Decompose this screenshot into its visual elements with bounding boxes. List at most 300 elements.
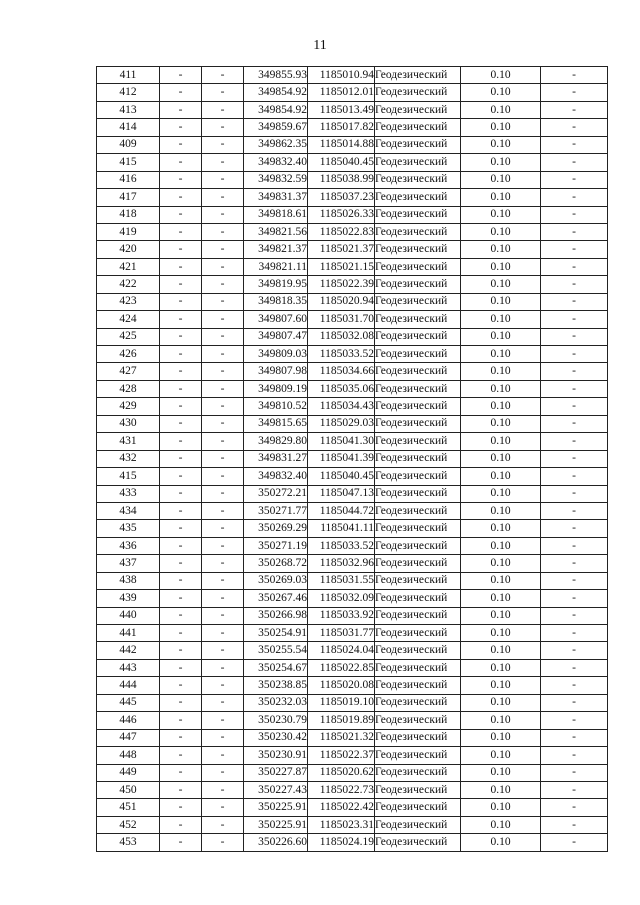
- x-coordinate-cell: 349807.60: [244, 311, 308, 328]
- empty-cell: -: [202, 223, 244, 240]
- empty-cell: -: [202, 67, 244, 84]
- method-cell: Геодезический: [375, 747, 461, 764]
- empty-cell: -: [202, 241, 244, 258]
- note-cell: -: [541, 694, 608, 711]
- table-row: [97, 293, 608, 310]
- accuracy-cell: 0.10: [461, 398, 541, 415]
- method-cell: Геодезический: [375, 485, 461, 502]
- table-row: [97, 380, 608, 397]
- note-cell: -: [541, 816, 608, 833]
- accuracy-cell: 0.10: [461, 154, 541, 171]
- y-coordinate-cell: 1185035.06: [308, 380, 375, 397]
- empty-cell: -: [202, 607, 244, 624]
- empty-cell: -: [160, 311, 202, 328]
- note-cell: -: [541, 450, 608, 467]
- empty-cell: -: [160, 258, 202, 275]
- empty-cell: -: [160, 363, 202, 380]
- point-number-cell: 419: [97, 223, 160, 240]
- method-cell: Геодезический: [375, 607, 461, 624]
- y-coordinate-cell: 1185033.92: [308, 607, 375, 624]
- empty-cell: -: [160, 590, 202, 607]
- empty-cell: -: [202, 363, 244, 380]
- method-cell: Геодезический: [375, 729, 461, 746]
- point-number-cell: 439: [97, 590, 160, 607]
- table-row: [97, 816, 608, 833]
- point-number-cell: 435: [97, 520, 160, 537]
- point-number-cell: 434: [97, 502, 160, 519]
- method-cell: Геодезический: [375, 572, 461, 589]
- note-cell: -: [541, 415, 608, 432]
- method-cell: Геодезический: [375, 694, 461, 711]
- page-number: 11: [313, 38, 327, 53]
- y-coordinate-cell: 1185037.23: [308, 189, 375, 206]
- method-cell: Геодезический: [375, 781, 461, 798]
- point-number-cell: 415: [97, 154, 160, 171]
- y-coordinate-cell: 1185020.08: [308, 677, 375, 694]
- table-row: [97, 241, 608, 258]
- method-cell: Геодезический: [375, 328, 461, 345]
- note-cell: -: [541, 781, 608, 798]
- empty-cell: -: [160, 84, 202, 101]
- empty-cell: -: [202, 293, 244, 310]
- note-cell: -: [541, 625, 608, 642]
- point-number-cell: 414: [97, 119, 160, 136]
- table-row: [97, 572, 608, 589]
- method-cell: Геодезический: [375, 346, 461, 363]
- table-row: [97, 398, 608, 415]
- x-coordinate-cell: 349818.61: [244, 206, 308, 223]
- empty-cell: -: [202, 450, 244, 467]
- y-coordinate-cell: 1185041.30: [308, 433, 375, 450]
- method-cell: Геодезический: [375, 171, 461, 188]
- table-row: [97, 764, 608, 781]
- x-coordinate-cell: 350238.85: [244, 677, 308, 694]
- note-cell: -: [541, 258, 608, 275]
- table-row: [97, 537, 608, 554]
- empty-cell: -: [202, 694, 244, 711]
- y-coordinate-cell: 1185022.83: [308, 223, 375, 240]
- x-coordinate-cell: 350230.79: [244, 712, 308, 729]
- method-cell: Геодезический: [375, 398, 461, 415]
- empty-cell: -: [160, 816, 202, 833]
- empty-cell: -: [202, 590, 244, 607]
- x-coordinate-cell: 349862.35: [244, 136, 308, 153]
- empty-cell: -: [202, 555, 244, 572]
- accuracy-cell: 0.10: [461, 67, 541, 84]
- point-number-cell: 447: [97, 729, 160, 746]
- point-number-cell: 425: [97, 328, 160, 345]
- point-number-cell: 416: [97, 171, 160, 188]
- note-cell: -: [541, 171, 608, 188]
- table-row: [97, 712, 608, 729]
- point-number-cell: 413: [97, 101, 160, 118]
- table-row: [97, 206, 608, 223]
- empty-cell: -: [202, 311, 244, 328]
- x-coordinate-cell: 349831.37: [244, 189, 308, 206]
- note-cell: -: [541, 712, 608, 729]
- empty-cell: -: [160, 677, 202, 694]
- x-coordinate-cell: 349821.37: [244, 241, 308, 258]
- note-cell: -: [541, 433, 608, 450]
- method-cell: Геодезический: [375, 764, 461, 781]
- note-cell: -: [541, 468, 608, 485]
- x-coordinate-cell: 350266.98: [244, 607, 308, 624]
- table-row: [97, 625, 608, 642]
- empty-cell: -: [202, 764, 244, 781]
- note-cell: -: [541, 747, 608, 764]
- point-number-cell: 443: [97, 659, 160, 676]
- empty-cell: -: [202, 520, 244, 537]
- table-row: [97, 642, 608, 659]
- x-coordinate-cell: 349832.59: [244, 171, 308, 188]
- point-number-cell: 415: [97, 468, 160, 485]
- x-coordinate-cell: 349829.80: [244, 433, 308, 450]
- empty-cell: -: [202, 537, 244, 554]
- x-coordinate-cell: 350267.46: [244, 590, 308, 607]
- method-cell: Геодезический: [375, 433, 461, 450]
- y-coordinate-cell: 1185021.15: [308, 258, 375, 275]
- note-cell: -: [541, 223, 608, 240]
- y-coordinate-cell: 1185040.45: [308, 154, 375, 171]
- method-cell: Геодезический: [375, 241, 461, 258]
- y-coordinate-cell: 1185031.70: [308, 311, 375, 328]
- y-coordinate-cell: 1185031.55: [308, 572, 375, 589]
- point-number-cell: 437: [97, 555, 160, 572]
- y-coordinate-cell: 1185014.88: [308, 136, 375, 153]
- y-coordinate-cell: 1185012.01: [308, 84, 375, 101]
- point-number-cell: 445: [97, 694, 160, 711]
- note-cell: -: [541, 555, 608, 572]
- x-coordinate-cell: 350268.72: [244, 555, 308, 572]
- accuracy-cell: 0.10: [461, 729, 541, 746]
- x-coordinate-cell: 349807.47: [244, 328, 308, 345]
- note-cell: -: [541, 311, 608, 328]
- point-number-cell: 441: [97, 625, 160, 642]
- y-coordinate-cell: 1185031.77: [308, 625, 375, 642]
- table-row: [97, 136, 608, 153]
- x-coordinate-cell: 349854.92: [244, 84, 308, 101]
- x-coordinate-cell: 349810.52: [244, 398, 308, 415]
- x-coordinate-cell: 350254.67: [244, 659, 308, 676]
- x-coordinate-cell: 349832.40: [244, 468, 308, 485]
- y-coordinate-cell: 1185020.94: [308, 293, 375, 310]
- note-cell: -: [541, 328, 608, 345]
- y-coordinate-cell: 1185033.52: [308, 346, 375, 363]
- y-coordinate-cell: 1185029.03: [308, 415, 375, 432]
- point-number-cell: 433: [97, 485, 160, 502]
- accuracy-cell: 0.10: [461, 276, 541, 293]
- x-coordinate-cell: 349859.67: [244, 119, 308, 136]
- x-coordinate-cell: 349809.19: [244, 380, 308, 397]
- x-coordinate-cell: 349818.35: [244, 293, 308, 310]
- note-cell: -: [541, 485, 608, 502]
- note-cell: -: [541, 380, 608, 397]
- point-number-cell: 436: [97, 537, 160, 554]
- empty-cell: -: [202, 346, 244, 363]
- method-cell: Геодезический: [375, 223, 461, 240]
- y-coordinate-cell: 1185022.42: [308, 799, 375, 816]
- empty-cell: -: [202, 799, 244, 816]
- method-cell: Геодезический: [375, 206, 461, 223]
- point-number-cell: 446: [97, 712, 160, 729]
- empty-cell: -: [160, 747, 202, 764]
- empty-cell: -: [160, 450, 202, 467]
- method-cell: Геодезический: [375, 799, 461, 816]
- empty-cell: -: [202, 328, 244, 345]
- accuracy-cell: 0.10: [461, 206, 541, 223]
- x-coordinate-cell: 350230.42: [244, 729, 308, 746]
- table-row: [97, 694, 608, 711]
- note-cell: -: [541, 276, 608, 293]
- method-cell: Геодезический: [375, 468, 461, 485]
- point-number-cell: 432: [97, 450, 160, 467]
- accuracy-cell: 0.10: [461, 642, 541, 659]
- table-row: [97, 555, 608, 572]
- empty-cell: -: [160, 433, 202, 450]
- table-row: [97, 223, 608, 240]
- x-coordinate-cell: 350271.19: [244, 537, 308, 554]
- method-cell: Геодезический: [375, 189, 461, 206]
- point-number-cell: 431: [97, 433, 160, 450]
- empty-cell: -: [202, 119, 244, 136]
- table-row: [97, 450, 608, 467]
- table-row: [97, 485, 608, 502]
- point-number-cell: 442: [97, 642, 160, 659]
- accuracy-cell: 0.10: [461, 223, 541, 240]
- table-row: [97, 520, 608, 537]
- x-coordinate-cell: 350232.03: [244, 694, 308, 711]
- empty-cell: -: [202, 659, 244, 676]
- point-number-cell: 422: [97, 276, 160, 293]
- method-cell: Геодезический: [375, 67, 461, 84]
- accuracy-cell: 0.10: [461, 572, 541, 589]
- note-cell: -: [541, 607, 608, 624]
- empty-cell: -: [160, 607, 202, 624]
- table-row: [97, 311, 608, 328]
- table-row: [97, 659, 608, 676]
- y-coordinate-cell: 1185032.08: [308, 328, 375, 345]
- note-cell: -: [541, 677, 608, 694]
- accuracy-cell: 0.10: [461, 136, 541, 153]
- method-cell: Геодезический: [375, 712, 461, 729]
- empty-cell: -: [202, 834, 244, 851]
- point-number-cell: 438: [97, 572, 160, 589]
- coordinates-table-body: [97, 67, 608, 852]
- accuracy-cell: 0.10: [461, 468, 541, 485]
- accuracy-cell: 0.10: [461, 380, 541, 397]
- point-number-cell: 449: [97, 764, 160, 781]
- point-number-cell: 411: [97, 67, 160, 84]
- empty-cell: -: [202, 816, 244, 833]
- x-coordinate-cell: 349807.98: [244, 363, 308, 380]
- table-row: [97, 747, 608, 764]
- empty-cell: -: [160, 485, 202, 502]
- empty-cell: -: [202, 189, 244, 206]
- table-row: [97, 799, 608, 816]
- table-row: [97, 415, 608, 432]
- accuracy-cell: 0.10: [461, 485, 541, 502]
- accuracy-cell: 0.10: [461, 694, 541, 711]
- coordinates-table: [96, 66, 608, 852]
- y-coordinate-cell: 1185024.04: [308, 642, 375, 659]
- y-coordinate-cell: 1185024.19: [308, 834, 375, 851]
- x-coordinate-cell: 349815.65: [244, 415, 308, 432]
- empty-cell: -: [202, 276, 244, 293]
- point-number-cell: 409: [97, 136, 160, 153]
- method-cell: Геодезический: [375, 363, 461, 380]
- empty-cell: -: [202, 398, 244, 415]
- note-cell: -: [541, 659, 608, 676]
- accuracy-cell: 0.10: [461, 433, 541, 450]
- method-cell: Геодезический: [375, 834, 461, 851]
- empty-cell: -: [160, 834, 202, 851]
- x-coordinate-cell: 350227.43: [244, 781, 308, 798]
- accuracy-cell: 0.10: [461, 799, 541, 816]
- x-coordinate-cell: 350226.60: [244, 834, 308, 851]
- x-coordinate-cell: 350225.91: [244, 799, 308, 816]
- empty-cell: -: [160, 119, 202, 136]
- accuracy-cell: 0.10: [461, 293, 541, 310]
- empty-cell: -: [160, 101, 202, 118]
- table-row: [97, 590, 608, 607]
- table-row: [97, 468, 608, 485]
- empty-cell: -: [160, 537, 202, 554]
- empty-cell: -: [202, 712, 244, 729]
- accuracy-cell: 0.10: [461, 590, 541, 607]
- empty-cell: -: [160, 572, 202, 589]
- method-cell: Геодезический: [375, 136, 461, 153]
- accuracy-cell: 0.10: [461, 764, 541, 781]
- table-row: [97, 67, 608, 84]
- y-coordinate-cell: 1185019.10: [308, 694, 375, 711]
- y-coordinate-cell: 1185013.49: [308, 101, 375, 118]
- note-cell: -: [541, 101, 608, 118]
- accuracy-cell: 0.10: [461, 625, 541, 642]
- empty-cell: -: [202, 136, 244, 153]
- empty-cell: -: [202, 154, 244, 171]
- x-coordinate-cell: 350269.29: [244, 520, 308, 537]
- empty-cell: -: [202, 380, 244, 397]
- empty-cell: -: [160, 206, 202, 223]
- empty-cell: -: [202, 747, 244, 764]
- empty-cell: -: [202, 572, 244, 589]
- empty-cell: -: [160, 694, 202, 711]
- y-coordinate-cell: 1185022.37: [308, 747, 375, 764]
- method-cell: Геодезический: [375, 311, 461, 328]
- y-coordinate-cell: 1185034.43: [308, 398, 375, 415]
- table-row: [97, 189, 608, 206]
- table-row: [97, 119, 608, 136]
- empty-cell: -: [202, 171, 244, 188]
- point-number-cell: 448: [97, 747, 160, 764]
- empty-cell: -: [160, 223, 202, 240]
- empty-cell: -: [202, 485, 244, 502]
- y-coordinate-cell: 1185038.99: [308, 171, 375, 188]
- empty-cell: -: [160, 625, 202, 642]
- empty-cell: -: [160, 415, 202, 432]
- accuracy-cell: 0.10: [461, 363, 541, 380]
- method-cell: Геодезический: [375, 380, 461, 397]
- y-coordinate-cell: 1185023.31: [308, 816, 375, 833]
- note-cell: -: [541, 206, 608, 223]
- x-coordinate-cell: 349809.03: [244, 346, 308, 363]
- empty-cell: -: [160, 154, 202, 171]
- y-coordinate-cell: 1185020.62: [308, 764, 375, 781]
- x-coordinate-cell: 350271.77: [244, 502, 308, 519]
- empty-cell: -: [202, 433, 244, 450]
- accuracy-cell: 0.10: [461, 747, 541, 764]
- method-cell: Геодезический: [375, 816, 461, 833]
- empty-cell: -: [160, 276, 202, 293]
- empty-cell: -: [202, 415, 244, 432]
- note-cell: -: [541, 119, 608, 136]
- point-number-cell: 428: [97, 380, 160, 397]
- empty-cell: -: [160, 799, 202, 816]
- empty-cell: -: [160, 171, 202, 188]
- method-cell: Геодезический: [375, 154, 461, 171]
- note-cell: -: [541, 346, 608, 363]
- accuracy-cell: 0.10: [461, 189, 541, 206]
- empty-cell: -: [202, 642, 244, 659]
- x-coordinate-cell: 350227.87: [244, 764, 308, 781]
- point-number-cell: 420: [97, 241, 160, 258]
- accuracy-cell: 0.10: [461, 607, 541, 624]
- x-coordinate-cell: 350272.21: [244, 485, 308, 502]
- y-coordinate-cell: 1185017.82: [308, 119, 375, 136]
- note-cell: -: [541, 293, 608, 310]
- note-cell: -: [541, 189, 608, 206]
- y-coordinate-cell: 1185022.85: [308, 659, 375, 676]
- empty-cell: -: [160, 189, 202, 206]
- empty-cell: -: [160, 764, 202, 781]
- y-coordinate-cell: 1185041.39: [308, 450, 375, 467]
- accuracy-cell: 0.10: [461, 241, 541, 258]
- method-cell: Геодезический: [375, 415, 461, 432]
- y-coordinate-cell: 1185047.13: [308, 485, 375, 502]
- table-row: [97, 729, 608, 746]
- empty-cell: -: [202, 729, 244, 746]
- y-coordinate-cell: 1185041.11: [308, 520, 375, 537]
- table-row: [97, 258, 608, 275]
- method-cell: Геодезический: [375, 677, 461, 694]
- empty-cell: -: [202, 101, 244, 118]
- method-cell: Геодезический: [375, 101, 461, 118]
- empty-cell: -: [160, 346, 202, 363]
- point-number-cell: 423: [97, 293, 160, 310]
- method-cell: Геодезический: [375, 537, 461, 554]
- point-number-cell: 412: [97, 84, 160, 101]
- accuracy-cell: 0.10: [461, 834, 541, 851]
- y-coordinate-cell: 1185040.45: [308, 468, 375, 485]
- point-number-cell: 417: [97, 189, 160, 206]
- accuracy-cell: 0.10: [461, 781, 541, 798]
- point-number-cell: 429: [97, 398, 160, 415]
- accuracy-cell: 0.10: [461, 311, 541, 328]
- point-number-cell: 430: [97, 415, 160, 432]
- y-coordinate-cell: 1185010.94: [308, 67, 375, 84]
- note-cell: -: [541, 67, 608, 84]
- accuracy-cell: 0.10: [461, 84, 541, 101]
- x-coordinate-cell: 349831.27: [244, 450, 308, 467]
- y-coordinate-cell: 1185019.89: [308, 712, 375, 729]
- table-row: [97, 677, 608, 694]
- y-coordinate-cell: 1185033.52: [308, 537, 375, 554]
- method-cell: Геодезический: [375, 642, 461, 659]
- empty-cell: -: [160, 712, 202, 729]
- note-cell: -: [541, 642, 608, 659]
- point-number-cell: 453: [97, 834, 160, 851]
- x-coordinate-cell: 349854.92: [244, 101, 308, 118]
